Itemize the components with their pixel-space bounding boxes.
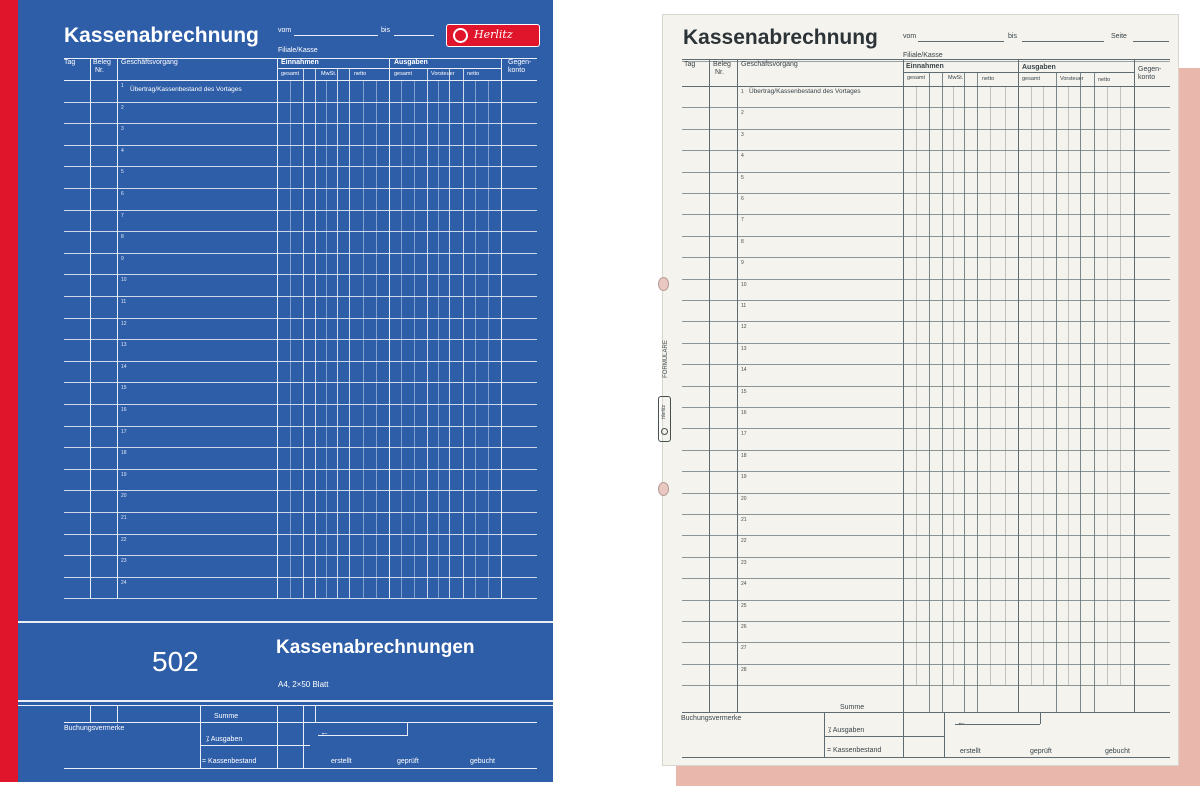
sheet-row-line — [682, 129, 1170, 130]
cover-row-line — [64, 188, 537, 189]
sheet-bis-label: bis — [1008, 33, 1017, 40]
cover-row-line — [64, 166, 537, 167]
cover-footer-vline — [277, 706, 278, 722]
cover-row-number: 13 — [121, 342, 127, 349]
cover-header-vorsteuer: Vorsteuer — [431, 71, 455, 77]
cover-footer-vline — [200, 722, 201, 768]
sheet-row-number: 10 — [741, 281, 747, 288]
cover-row-number: 10 — [121, 277, 127, 284]
cover-cent-line — [414, 80, 415, 598]
sheet-row-line — [682, 386, 1170, 387]
sheet-cent-line — [916, 86, 917, 685]
sheet-subcolumn-line — [1080, 73, 1081, 712]
sheet-subcolumn-line — [964, 73, 965, 712]
sheet-column-line — [709, 59, 710, 712]
sheet-row-line — [682, 86, 1170, 87]
sheet-row-number: 5 — [741, 174, 744, 181]
sheet-row-line — [682, 321, 1170, 322]
cover-filiale-label: Filiale/Kasse — [278, 47, 318, 54]
sheet-row-line — [682, 557, 1170, 558]
sheet-row-line — [682, 535, 1170, 536]
sheet-row-number: 21 — [741, 517, 747, 523]
sheet-row-line — [682, 193, 1170, 194]
cover-first-row-text: Übertrag/Kassenbestand des Vortages — [130, 86, 242, 93]
sheet-row-number: 13 — [741, 345, 747, 352]
cover-logo-text: Herlitz — [474, 28, 513, 41]
sheet-subcolumn-line — [1056, 73, 1057, 712]
sheet-header-einnahmen: Einnahmen — [906, 63, 944, 70]
sheet-footer-vline — [903, 712, 904, 757]
sheet-seite-label: Seite — [1111, 33, 1127, 40]
sheet-header-tag: Tag — [684, 61, 696, 68]
sheet-row-number: 11 — [741, 303, 747, 309]
cover-footer-gebucht: gebucht — [470, 758, 495, 765]
cover-row-number: 7 — [121, 212, 124, 219]
sheet-row-number: 17 — [741, 431, 747, 438]
cover-product-number: 502 — [152, 646, 199, 677]
cover-row-number: 23 — [121, 558, 127, 565]
cover-subcolumn-line — [449, 69, 450, 598]
cover-row-line — [64, 598, 537, 599]
cover-row-number: 22 — [121, 536, 127, 543]
cover-row-line — [64, 404, 537, 405]
cover-header-tag: Tag — [64, 59, 76, 66]
sheet-column-line — [737, 59, 738, 712]
sheet-row-number: 16 — [741, 410, 747, 416]
sheet-cent-line — [1031, 86, 1032, 685]
sheet-side-logo-emblem-icon — [661, 428, 668, 435]
cover-title: Kassenabrechnung — [64, 24, 259, 47]
sheet-arrow-icon: ← — [957, 717, 966, 727]
sheet-footer-ausgaben: ⁒ Ausgaben — [828, 727, 865, 734]
cover-column-line — [277, 58, 278, 598]
sheet-row-line — [682, 407, 1170, 408]
sheet-bis-line — [1022, 41, 1104, 42]
sheet-row-number: 1 — [741, 89, 744, 95]
cover-footer-vline — [90, 706, 91, 722]
sheet-row-line — [682, 600, 1170, 601]
sheet-header-netto2: netto — [1098, 77, 1111, 83]
cover-spine — [0, 0, 18, 782]
sheet-footer-gebucht: gebucht — [1105, 748, 1130, 755]
cover-footer-vline — [315, 706, 316, 722]
cover-logo-emblem-icon — [453, 28, 468, 43]
form-sheet — [662, 14, 1179, 766]
cover-cent-line — [376, 80, 377, 598]
cover-row-number: 1 — [121, 83, 124, 89]
sheet-header-gegen: Gegen- — [1138, 66, 1162, 73]
cover-footer-vline — [200, 706, 201, 722]
cover-footer-line — [64, 768, 537, 769]
punch-hole-bottom — [658, 482, 669, 496]
sheet-cent-line — [1120, 86, 1121, 685]
cover-row-line — [64, 145, 537, 146]
sheet-row-line — [682, 450, 1170, 451]
cover-footer-line — [200, 745, 310, 746]
cover-row-line — [64, 80, 537, 81]
cover-row-line — [64, 123, 537, 124]
cover-row-number: 2 — [121, 104, 124, 111]
sheet-header-beleg-nr: Nr. — [715, 69, 724, 76]
cover-row-line — [64, 469, 537, 470]
cover-column-line — [389, 58, 390, 598]
cover-header-vorgang: Geschäftsvorgang — [121, 59, 178, 66]
cover-row-line — [64, 426, 537, 427]
cover-row-number: 17 — [121, 428, 127, 435]
sheet-cent-line — [1005, 86, 1006, 685]
sheet-seite-line — [1133, 41, 1169, 42]
cover-bis-line — [394, 35, 434, 36]
cover-row-line — [64, 318, 537, 319]
cover-product-name: Kassenabrechnungen — [276, 637, 475, 658]
sheet-row-line — [682, 107, 1170, 108]
cover-cent-line — [488, 80, 489, 598]
cover-subcolumn-line — [427, 69, 428, 598]
sheet-vom-label: vom — [903, 33, 917, 40]
cover-row-line — [64, 447, 537, 448]
cover-header-gegen: Gegen- — [508, 59, 532, 66]
sheet-footer-line — [682, 757, 1170, 758]
cover-subcolumn-line — [303, 69, 304, 598]
sheet-row-number: 26 — [741, 624, 747, 630]
sheet-vom-line — [918, 41, 1004, 42]
sheet-row-line — [682, 343, 1170, 344]
sheet-row-number: 25 — [741, 602, 747, 609]
cover-cent-line — [438, 80, 439, 598]
cover-subcolumn-line — [349, 69, 350, 598]
sheet-row-line — [682, 300, 1170, 301]
cover-row-line — [64, 231, 537, 232]
sheet-subcolumn-line — [977, 73, 978, 712]
cover-band-top-line — [18, 621, 553, 623]
cover-row-number: 12 — [121, 320, 127, 327]
cover-row-number: 18 — [121, 450, 127, 457]
punch-hole-top — [658, 277, 669, 291]
sheet-row-number: 14 — [741, 367, 747, 374]
cover-row-number: 3 — [121, 126, 124, 133]
sheet-footer-summe: Summe — [840, 704, 865, 711]
cover-arrow-icon: ← — [320, 727, 329, 737]
sheet-footer-vline — [1040, 712, 1041, 724]
sheet-header-netto: netto — [982, 76, 995, 82]
cover-header-netto: netto — [354, 71, 367, 77]
cover-footer-summe: Summe — [214, 713, 239, 720]
sheet-footer-erstellt: erstellt — [960, 748, 981, 755]
cover-row-line — [64, 253, 537, 254]
sheet-row-number: 27 — [741, 645, 747, 652]
sheet-row-line — [682, 578, 1170, 579]
sheet-row-line — [682, 236, 1170, 237]
cover-footer-vline — [407, 722, 408, 735]
cover-cent-line — [475, 80, 476, 598]
cover-header-ausgaben: Ausgaben — [394, 59, 428, 66]
cover-cent-line — [326, 80, 327, 598]
cover-row-number: 6 — [121, 191, 124, 197]
cover-cent-line — [290, 80, 291, 598]
sheet-row-number: 19 — [741, 474, 747, 481]
sheet-row-line — [682, 493, 1170, 494]
sheet-column-line — [1018, 59, 1019, 712]
cover-subcolumn-line — [315, 69, 316, 598]
cover-footer-geprueft: geprüft — [397, 758, 419, 765]
cover-header-beleg: Beleg — [93, 59, 111, 66]
cover-header-mwst: MwSt. — [321, 71, 337, 77]
cover-row-number: 8 — [121, 234, 124, 241]
cover-logo — [446, 24, 540, 47]
cover-footer-line — [64, 722, 537, 723]
sheet-row-number: 20 — [741, 495, 747, 502]
cover-footer-vline — [117, 706, 118, 722]
sheet-filiale-label: Filiale/Kasse — [903, 52, 943, 59]
cover-row-number: 5 — [121, 169, 124, 176]
sheet-header-vorsteuer: Vorsteuer — [1060, 76, 1084, 82]
sheet-side-logo-text: Herlitz — [661, 404, 667, 420]
sheet-subcolumn-line — [1094, 73, 1095, 712]
cover-row-number: 16 — [121, 407, 127, 413]
sheet-footer-vline — [944, 712, 945, 757]
sheet-column-line — [903, 59, 904, 712]
sheet-row-number: 9 — [741, 260, 744, 267]
cover-footer-line — [318, 735, 408, 736]
cover-header-gesamt: gesamt — [281, 71, 300, 77]
cover-row-number: 11 — [121, 299, 127, 305]
sheet-row-line — [682, 664, 1170, 665]
cover-row-line — [64, 210, 537, 211]
sheet-cent-line — [1043, 86, 1044, 685]
cover-vom-line — [294, 35, 378, 36]
sheet-row-number: 18 — [741, 452, 747, 459]
cover-footer-ausgaben: ⁒ Ausgaben — [206, 736, 243, 743]
cover-band-bottom-line2 — [18, 705, 553, 706]
sheet-side-text: FORMULARE — [663, 340, 669, 378]
cover-row-line — [64, 361, 537, 362]
sheet-row-number: 15 — [741, 388, 747, 395]
cover-cent-line — [401, 80, 402, 598]
cover-footer-vline — [277, 722, 278, 768]
sheet-title: Kassenabrechnung — [683, 26, 878, 49]
cover-row-line — [64, 555, 537, 556]
cover-product-format: A4, 2×50 Blatt — [278, 680, 329, 689]
sheet-footer-kassenbestand: = Kassenbestand — [827, 747, 882, 754]
cover-row-number: 15 — [121, 385, 127, 392]
sheet-footer-geprueft: geprüft — [1030, 748, 1052, 755]
cover-row-number: 9 — [121, 255, 124, 262]
sheet-column-line — [1134, 59, 1135, 712]
cover-header-netto2: netto — [467, 71, 480, 77]
sheet-header-ausgaben: Ausgaben — [1022, 64, 1056, 71]
sheet-row-line — [682, 150, 1170, 151]
cover-header-gesamt2: gesamt — [394, 71, 413, 77]
cover-row-number: 14 — [121, 363, 127, 370]
sheet-footer-line — [955, 724, 1040, 725]
cover-vom-label: vom — [278, 27, 292, 34]
cover-row-line — [64, 382, 537, 383]
sheet-footer-line — [824, 736, 944, 737]
sheet-row-line — [682, 279, 1170, 280]
cover-band-bottom-line — [18, 700, 553, 702]
sheet-row-number: 2 — [741, 110, 744, 117]
cover-row-number: 20 — [121, 493, 127, 500]
sheet-row-number: 6 — [741, 196, 744, 202]
sheet-row-line — [682, 621, 1170, 622]
sheet-cent-line — [1107, 86, 1108, 685]
cover-row-line — [64, 534, 537, 535]
cover-subcolumn-line — [463, 69, 464, 598]
sheet-row-line — [682, 257, 1170, 258]
cover-row-line — [64, 296, 537, 297]
sheet-header-konto: konto — [1138, 74, 1156, 81]
cover-header-beleg-nr: Nr. — [95, 67, 104, 74]
cover-cent-line — [363, 80, 364, 598]
sheet-row-line — [682, 214, 1170, 215]
sheet-row-number: 7 — [741, 217, 744, 224]
cover-column-line — [117, 58, 118, 598]
sheet-row-line — [682, 172, 1170, 173]
cover-bis-label: bis — [381, 27, 390, 34]
sheet-row-line — [682, 685, 1170, 686]
sheet-first-row-text: Übertrag/Kassenbestand des Vortages — [749, 88, 861, 95]
cover-footer-vline — [303, 706, 304, 722]
cover-header-konto: konto — [508, 67, 526, 74]
sheet-cent-line — [1068, 86, 1069, 685]
cover-footer-erstellt: erstellt — [331, 758, 352, 765]
cover-subcolumn-line — [337, 69, 338, 598]
cover-footer-kassenbestand: = Kassenbestand — [202, 758, 257, 765]
cover-row-line — [64, 274, 537, 275]
cover-row-number: 4 — [121, 147, 124, 154]
sheet-footer-buchungsvermerke: Buchungsvermerke — [681, 715, 742, 722]
sheet-row-number: 12 — [741, 324, 747, 331]
cover-footer-vline — [303, 722, 304, 768]
sheet-side-logo — [658, 396, 671, 442]
sheet-row-line — [682, 642, 1170, 643]
sheet-footer-vline — [824, 712, 825, 757]
sheet-header-vorgang: Geschäftsvorgang — [741, 61, 798, 68]
cover-row-number: 24 — [121, 579, 127, 586]
cover-row-line — [64, 577, 537, 578]
sheet-row-number: 3 — [741, 131, 744, 138]
sheet-row-number: 4 — [741, 153, 744, 160]
sheet-row-number: 24 — [741, 581, 747, 588]
sheet-row-number: 22 — [741, 538, 747, 545]
sheet-header-gesamt2: gesamt — [1022, 76, 1041, 82]
sheet-cent-line — [953, 86, 954, 685]
sheet-row-number: 8 — [741, 238, 744, 245]
cover-row-number: 19 — [121, 471, 127, 478]
cover-footer-buchungsvermerke: Buchungsvermerke — [64, 725, 125, 732]
sheet-header-mwst: MwSt. — [948, 75, 964, 81]
sheet-header-top-line — [682, 59, 1170, 60]
cover-row-line — [64, 490, 537, 491]
cover-column-line — [501, 58, 502, 598]
sheet-cent-line — [990, 86, 991, 685]
sheet-header-beleg: Beleg — [713, 61, 731, 68]
sheet-subcolumn-line — [929, 73, 930, 712]
cover-row-line — [64, 512, 537, 513]
sheet-subcolumn-line — [942, 73, 943, 712]
sheet-row-number: 23 — [741, 559, 747, 566]
cover-row-line — [64, 102, 537, 103]
sheet-header-gesamt: gesamt — [907, 75, 926, 81]
cover-row-number: 21 — [121, 515, 127, 521]
sheet-row-line — [682, 428, 1170, 429]
cover-header-einnahmen: Einnahmen — [281, 59, 319, 66]
cover-row-line — [64, 339, 537, 340]
cover-column-line — [90, 58, 91, 598]
sheet-row-number: 28 — [741, 666, 747, 673]
sheet-summe-line — [682, 712, 1170, 713]
sheet-row-line — [682, 471, 1170, 472]
sheet-row-line — [682, 364, 1170, 365]
sheet-row-line — [682, 514, 1170, 515]
